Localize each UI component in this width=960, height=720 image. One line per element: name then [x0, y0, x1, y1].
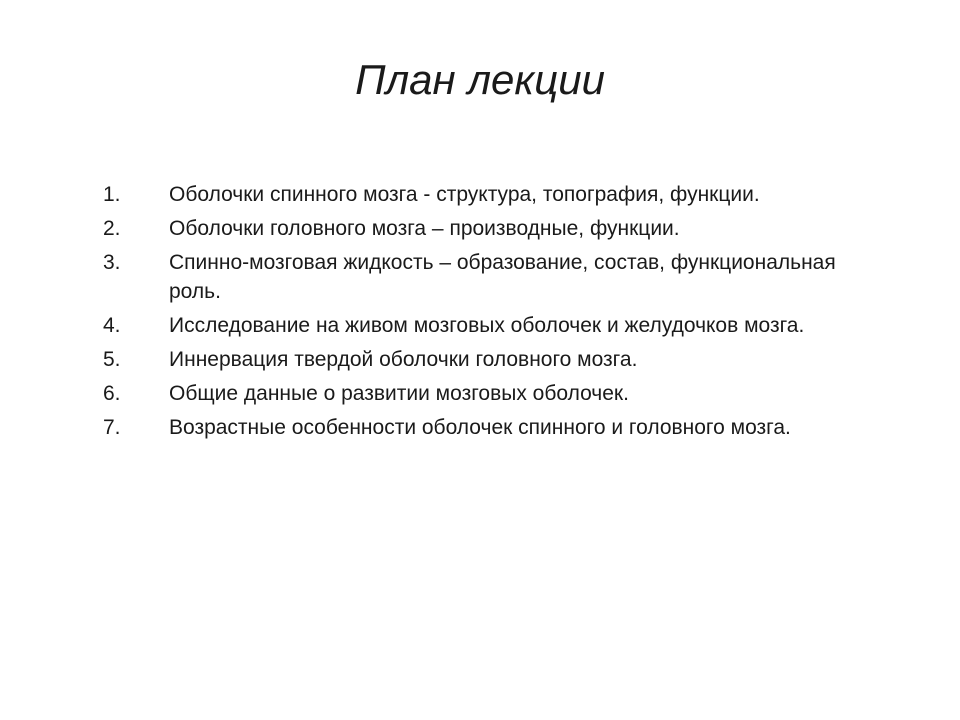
list-item [103, 214, 863, 243]
list-item [103, 180, 863, 209]
list-item-number: 7. [103, 416, 121, 439]
list-item-text: Оболочки спинного мозга - структура, топография, функции. [169, 183, 760, 206]
list-item-number: 1. [103, 183, 121, 206]
list-item [103, 379, 863, 408]
list-item-number: 5. [103, 348, 121, 371]
list-item-text: Спинно-мозговая жидкость – образование, состав, функциональная роль. [169, 251, 836, 303]
list-item-number: 3. [103, 251, 121, 274]
slide-content [103, 180, 863, 447]
list-item-text: Возрастные особенности оболочек спинного и головного мозга. [169, 416, 791, 439]
list-item-number: 4. [103, 314, 121, 337]
list-item [103, 345, 863, 374]
slide-title: План лекции [355, 56, 605, 103]
lecture-plan-list [103, 180, 863, 442]
list-item [103, 311, 863, 340]
list-item-text: Исследование на живом мозговых оболочек и желудочков мозга. [169, 314, 805, 337]
list-item-text: Оболочки головного мозга – производные, функции. [169, 217, 680, 240]
list-item-text: Общие данные о развитии мозговых оболочек. [169, 382, 629, 405]
list-item-number: 6. [103, 382, 121, 405]
list-item-number: 2. [103, 217, 121, 240]
list-item [103, 248, 863, 306]
list-item-text: Иннервация твердой оболочки головного мозга. [169, 348, 638, 371]
list-item [103, 413, 863, 442]
